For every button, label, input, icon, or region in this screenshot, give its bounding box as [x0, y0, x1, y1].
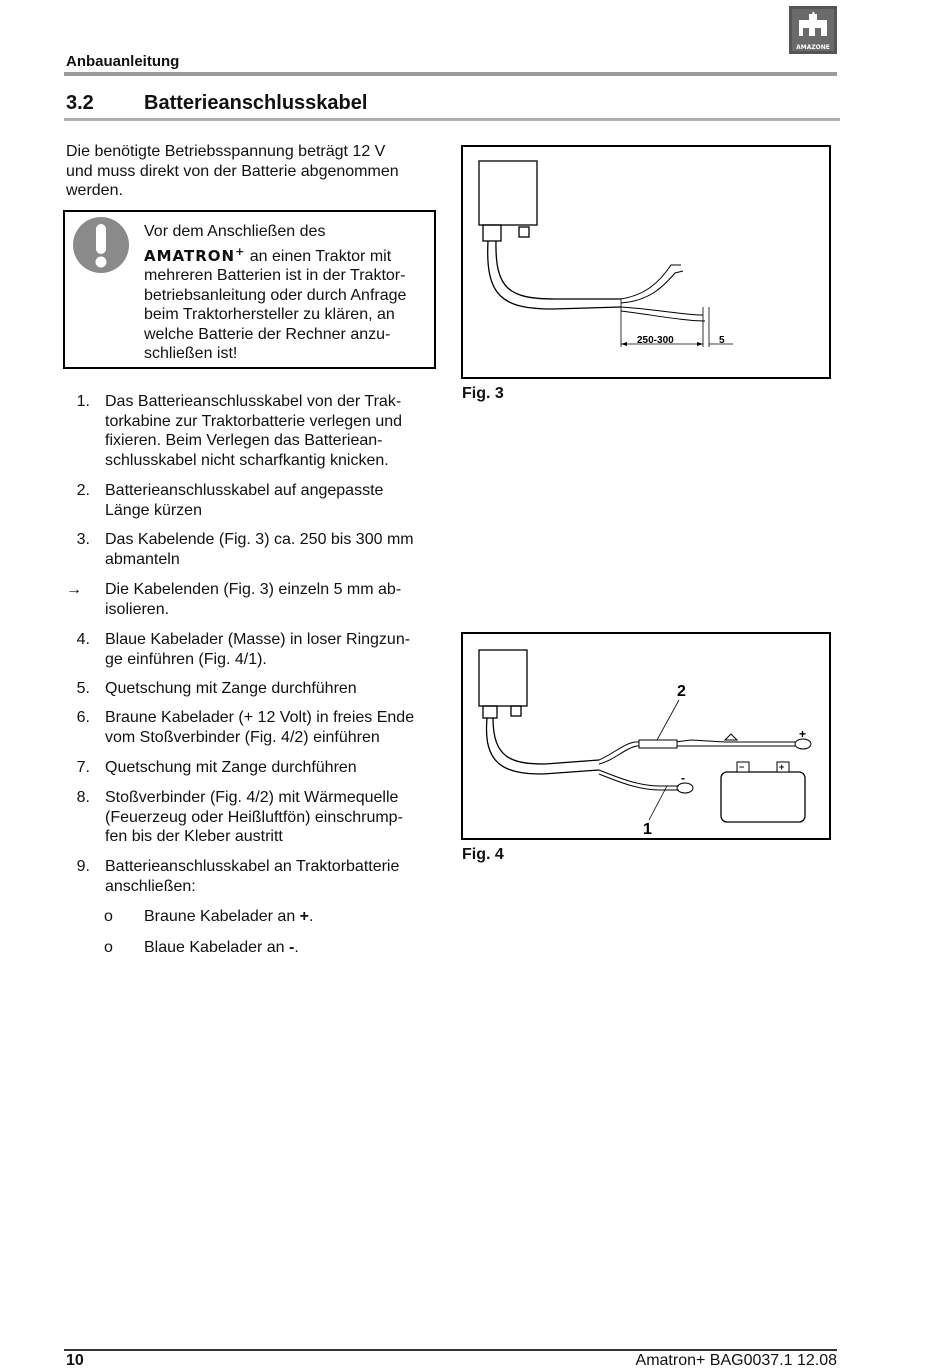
fig3-dim-label: 5 [719, 335, 725, 346]
footer-rule [64, 1349, 837, 1351]
step-number: 5. [76, 680, 90, 697]
step-line: Braune Kabelader (+ 12 Volt) in freies Ende [105, 709, 415, 726]
document-id: Amatron+ BAG0037.1 12.08 [635, 1352, 837, 1369]
step-number: 1. [76, 393, 90, 410]
bullet-strong: + [299, 908, 310, 925]
bullet-text [144, 938, 299, 958]
step-line: ge einführen (Fig. 4/1). [105, 650, 267, 668]
step-line: vom Stoßverbinder (Fig. 4/2) einführen [105, 728, 380, 746]
brand-sup: + [235, 244, 246, 258]
fig4-callout-1: 1 [643, 821, 652, 838]
step-line: Blaue Kabelader (Masse) in loser Ringzun- [105, 631, 411, 648]
fig4-callout-2: 2 [677, 683, 686, 700]
step-line: Das Batterieanschlusskabel von der Trak- [105, 393, 402, 410]
intro-line: und muss direkt von der Batterie abgenommen [66, 162, 399, 180]
fig4-minus-label: - [681, 771, 685, 785]
intro-line: Die benötigte Betriebsspannung beträgt 12 V [66, 143, 386, 160]
fig3-illustration [463, 147, 829, 377]
fig4-plus-label: + [799, 727, 807, 741]
step-number: 3. [76, 531, 90, 548]
step-line: Batterieanschlusskabel an Traktorbatterie [105, 858, 400, 875]
battery-plus-label: + [779, 762, 785, 772]
section-title: Batterieanschlusskabel [144, 92, 368, 114]
running-header: Anbauanleitung [66, 53, 180, 70]
logo-text: AMAZONE [796, 44, 830, 51]
warning-line: schließen ist! [144, 345, 238, 362]
intro-paragraph [66, 142, 426, 201]
bullet-label: Blaue Kabelader an [144, 939, 289, 956]
bullet-end: . [294, 939, 299, 956]
step-number: 2. [76, 482, 90, 499]
bullet-label: Braune Kabelader an [144, 908, 300, 925]
step-line: fen bis der Kleber austritt [105, 828, 283, 845]
step-line: torkabine zur Traktorbatterie verlegen und [105, 412, 403, 430]
warning-line: welche Batterie der Rechner anzu- [144, 325, 391, 343]
step-number: 4. [76, 631, 90, 648]
step-line: Batterieanschlusskabel auf angepasste [105, 482, 384, 499]
intro-line: werden. [66, 182, 123, 199]
arrow-icon: → [66, 581, 82, 598]
warning-line: mehreren Batterien ist in der Traktor- [144, 267, 406, 284]
bullet-strong: - [289, 939, 295, 956]
amazone-logo-icon [789, 6, 837, 54]
fig3-dim-label: 250-300 [637, 335, 674, 346]
warning-line: betriebsanleitung oder durch Anfrage [144, 286, 407, 304]
section-number: 3.2 [66, 92, 94, 114]
fig4-illustration [463, 634, 829, 838]
step-line: Stoßverbinder (Fig. 4/2) mit Wärmequelle [105, 789, 399, 806]
step-number: 7. [76, 759, 90, 776]
exclamation-icon [72, 216, 130, 274]
header-rule [64, 72, 837, 76]
step-number: 8. [76, 789, 90, 806]
step-line: Quetschung mit Zange durchführen [105, 680, 357, 697]
step-line: isolieren. [105, 600, 170, 618]
step-number: 6. [76, 709, 90, 726]
fig4-caption: Fig. 4 [462, 846, 504, 863]
step-line: Das Kabelende (Fig. 3) ca. 250 bis 300 mm [105, 531, 414, 548]
brand-name: AMATRON [144, 246, 236, 265]
warning-line-rest: an einen Traktor mit [245, 247, 392, 265]
bullet-end: . [309, 908, 314, 925]
amatron-brand [144, 244, 246, 265]
step-line: anschließen: [105, 877, 196, 895]
figure-3 [461, 145, 831, 379]
warning-line-brand [144, 242, 432, 267]
warning-text [144, 222, 432, 364]
bullet-text [144, 907, 313, 927]
step-line: fixieren. Beim Verlegen das Batteriean- [105, 432, 383, 449]
fig3-caption: Fig. 3 [462, 385, 504, 402]
step-line: (Feuerzeug oder Heißluftfön) einschrump- [105, 808, 403, 826]
warning-line: beim Traktorhersteller zu klären, an [144, 306, 395, 323]
bullet-icon: ο [104, 939, 113, 956]
figure-4 [461, 632, 831, 840]
bullet-icon: ο [104, 908, 113, 925]
battery-minus-label: − [739, 762, 745, 772]
step-number: 9. [76, 858, 90, 875]
step-line: schlusskabel nicht scharfkantig knicken. [105, 451, 389, 469]
warning-line: Vor dem Anschließen des [144, 223, 326, 240]
step-line: Die Kabelenden (Fig. 3) einzeln 5 mm ab- [105, 581, 402, 598]
step-line: Quetschung mit Zange durchführen [105, 759, 357, 776]
step-line: Länge kürzen [105, 501, 202, 519]
page-number: 10 [66, 1352, 84, 1369]
step-line: abmanteln [105, 550, 180, 568]
section-rule [64, 118, 840, 121]
